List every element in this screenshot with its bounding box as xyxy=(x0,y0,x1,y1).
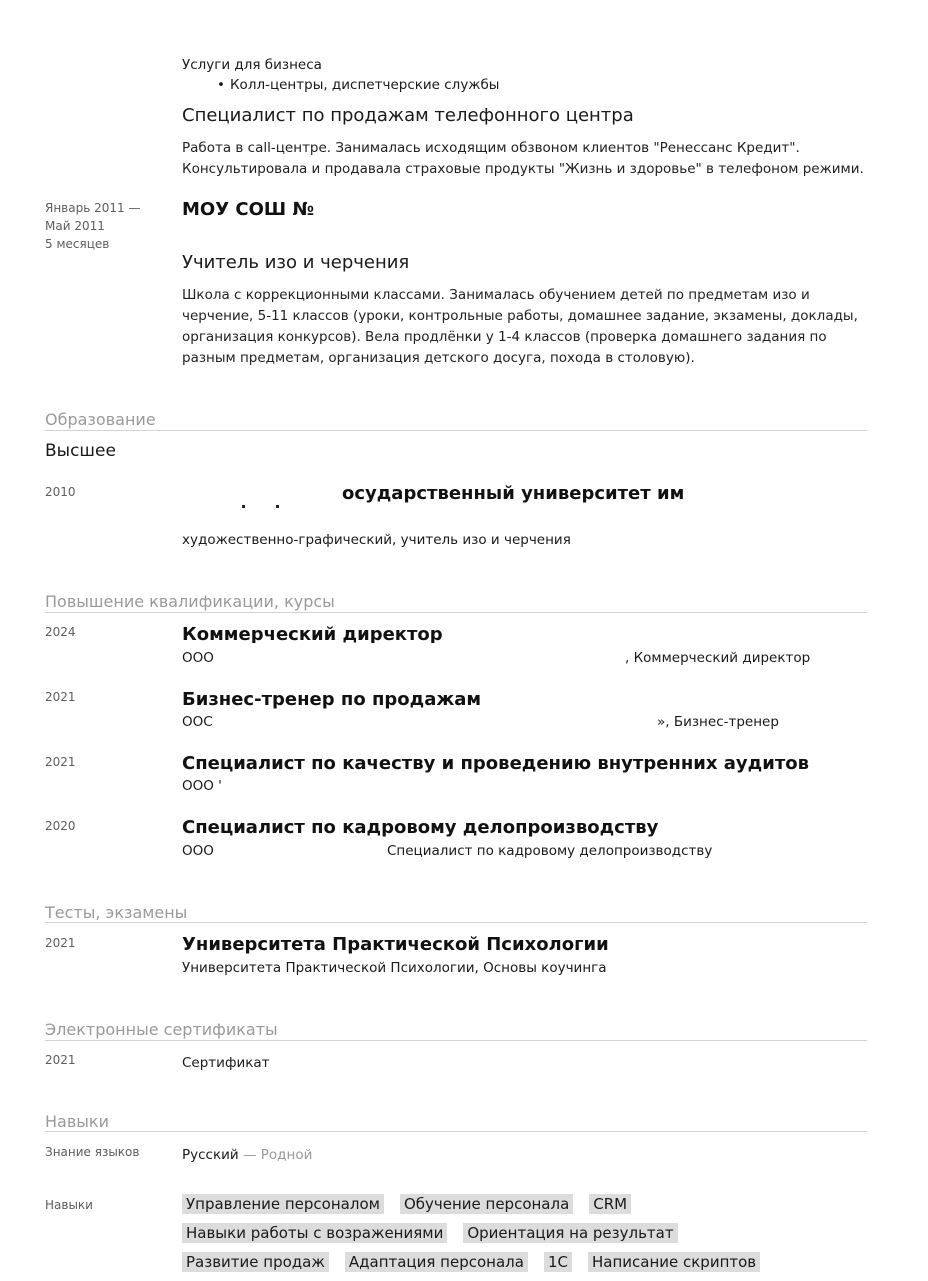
description-line: черчение, 5-11 классов (уроки, контрольные работы, домашнее задание, экзамены, доклады, xyxy=(182,308,858,324)
test-year: 2021 xyxy=(45,936,76,950)
section-divider xyxy=(45,1040,867,1041)
skill-tag: Ориентация на результат xyxy=(463,1223,677,1243)
course-org: ООО xyxy=(182,650,214,666)
skill-tag: Развитие продаж xyxy=(182,1252,329,1272)
position-title: Учитель изо и черчения xyxy=(182,252,410,273)
course-org: ООС xyxy=(182,714,213,730)
section-divider xyxy=(45,1131,867,1132)
organization-name: МОУ СОШ № xyxy=(182,199,315,220)
skill-tag: CRM xyxy=(589,1194,631,1214)
skill-row xyxy=(182,1223,822,1247)
course-year: 2020 xyxy=(45,819,76,833)
course-year: 2021 xyxy=(45,690,76,704)
skills-label: Навыки xyxy=(45,1198,93,1212)
language-name: Русский xyxy=(182,1147,239,1163)
course-name: Коммерческий директор xyxy=(182,624,443,643)
description-line: Консультировала и продавала страховые продукты "Жизнь и здоровье" в телефоном режими. xyxy=(182,161,864,177)
certificate-year: 2021 xyxy=(45,1053,76,1067)
skill-tags xyxy=(182,1194,822,1281)
description-line: Работа в call-центре. Занималась исходящим обзвоном клиентов "Ренессанс Кредит". xyxy=(182,140,800,156)
skill-tag: Обучение персонала xyxy=(400,1194,573,1214)
skill-tag: Навыки работы с возражениями xyxy=(182,1223,447,1243)
course-org-detail: », Бизнес-тренер xyxy=(657,714,779,730)
skill-tag: Написание скриптов xyxy=(588,1252,760,1272)
description-line: Школа с коррекционными классами. Занималась обучением детей по предметам изо и xyxy=(182,287,810,303)
test-name: Университета Практической Психологии xyxy=(182,934,609,955)
period-duration: 5 месяцев xyxy=(45,237,110,251)
skill-row xyxy=(182,1252,822,1276)
period-end: Май 2011 xyxy=(45,219,105,233)
skill-tag: Адаптация персонала xyxy=(345,1252,528,1272)
section-divider xyxy=(45,612,867,613)
skill-row xyxy=(182,1194,822,1218)
education-year: 2010 xyxy=(45,485,76,499)
course-org-detail: , Коммерческий директор xyxy=(625,650,811,666)
section-title-education: Образование xyxy=(45,410,156,429)
redacted-fragment xyxy=(240,505,300,509)
course-org-detail: Специалист по кадровому делопроизводству xyxy=(387,843,713,859)
certificate-link[interactable]: Сертификат xyxy=(182,1055,270,1071)
language-level: — Родной xyxy=(238,1147,313,1163)
section-title-certificates: Электронные сертификаты xyxy=(45,1020,278,1039)
course-year: 2021 xyxy=(45,755,76,769)
faculty: художественно-графический, учитель изо и черчения xyxy=(182,532,571,548)
description-line: организация конкурсов). Вела продлёнки у 1-4 классов (проверка домашнего задания по xyxy=(182,329,827,345)
industry-item: • Колл-центры, диспетчерские службы xyxy=(217,76,499,94)
course-name: Специалист по кадровому делопроизводству xyxy=(182,817,659,838)
industry-label: Услуги для бизнеса xyxy=(182,57,322,73)
description-line: разным предметам, организация детского досуга, похода в столовую). xyxy=(182,350,695,366)
skill-tag: 1С xyxy=(544,1252,572,1272)
course-name: Бизнес-тренер по продажам xyxy=(182,689,482,710)
university-name: осударственный университет им xyxy=(342,483,685,504)
section-divider xyxy=(45,922,867,923)
period-start: Январь 2011 — xyxy=(45,201,141,215)
job-description xyxy=(182,138,882,180)
course-year: 2024 xyxy=(45,625,76,639)
job-description xyxy=(182,285,882,369)
education-level: Высшее xyxy=(45,441,116,461)
skill-tag: Управление персоналом xyxy=(182,1194,384,1214)
language-entry xyxy=(182,1146,312,1164)
job-period xyxy=(45,199,140,253)
section-title-skills: Навыки xyxy=(45,1112,109,1131)
course-name: Специалист по качеству и проведению внутренних аудитов xyxy=(182,753,810,774)
course-org: ООО ' xyxy=(182,778,222,794)
section-title-courses: Повышение квалификации, курсы xyxy=(45,592,335,611)
languages-label: Знание языков xyxy=(45,1145,140,1159)
position-title: Специалист по продажам телефонного центра xyxy=(182,105,634,126)
test-detail: Университета Практической Психологии, Основы коучинга xyxy=(182,960,607,976)
section-divider xyxy=(45,430,867,431)
section-title-tests: Тесты, экзамены xyxy=(45,903,188,922)
course-org: ООО xyxy=(182,843,214,859)
